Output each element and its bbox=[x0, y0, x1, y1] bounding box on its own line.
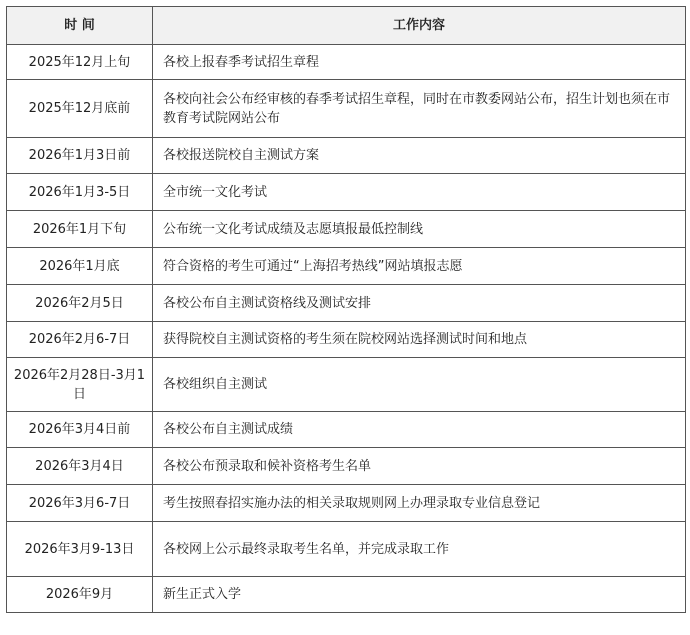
table-row bbox=[7, 412, 686, 448]
table-row bbox=[7, 522, 686, 577]
table-row bbox=[7, 577, 686, 613]
time-cell: 2026年2月28日-3月1日 bbox=[7, 358, 153, 412]
time-cell: 2025年12月底前 bbox=[7, 80, 153, 138]
content-cell: 全市统一文化考试 bbox=[153, 174, 686, 211]
content-cell: 考生按照春招实施办法的相关录取规则网上办理录取专业信息登记 bbox=[153, 485, 686, 522]
time-cell: 2026年2月5日 bbox=[7, 285, 153, 322]
content-cell: 各校网上公示最终录取考生名单，并完成录取工作 bbox=[153, 522, 686, 577]
content-cell: 各校报送院校自主测试方案 bbox=[153, 138, 686, 174]
time-cell: 2026年1月底 bbox=[7, 248, 153, 285]
time-cell: 2025年12月上旬 bbox=[7, 45, 153, 80]
content-cell: 各校公布自主测试成绩 bbox=[153, 412, 686, 448]
table-row bbox=[7, 174, 686, 211]
schedule-table-container bbox=[6, 6, 686, 613]
schedule-table bbox=[6, 6, 686, 613]
table-row bbox=[7, 322, 686, 358]
content-cell: 符合资格的考生可通过“上海招考热线”网站填报志愿 bbox=[153, 248, 686, 285]
content-cell: 各校公布预录取和候补资格考生名单 bbox=[153, 448, 686, 485]
time-cell: 2026年1月3-5日 bbox=[7, 174, 153, 211]
table-row bbox=[7, 285, 686, 322]
table-row bbox=[7, 485, 686, 522]
header-content: 工作内容 bbox=[153, 7, 686, 45]
time-cell: 2026年9月 bbox=[7, 577, 153, 613]
table-row bbox=[7, 45, 686, 80]
content-cell: 各校上报春季考试招生章程 bbox=[153, 45, 686, 80]
table-row bbox=[7, 80, 686, 138]
content-cell: 各校公布自主测试资格线及测试安排 bbox=[153, 285, 686, 322]
table-row bbox=[7, 358, 686, 412]
table-row bbox=[7, 248, 686, 285]
content-cell: 公布统一文化考试成绩及志愿填报最低控制线 bbox=[153, 211, 686, 248]
time-cell: 2026年3月4日前 bbox=[7, 412, 153, 448]
table-row bbox=[7, 138, 686, 174]
content-cell: 新生正式入学 bbox=[153, 577, 686, 613]
header-time: 时 间 bbox=[7, 7, 153, 45]
time-cell: 2026年1月3日前 bbox=[7, 138, 153, 174]
time-cell: 2026年2月6-7日 bbox=[7, 322, 153, 358]
time-cell: 2026年3月9-13日 bbox=[7, 522, 153, 577]
table-row bbox=[7, 448, 686, 485]
content-cell: 各校向社会公布经审核的春季考试招生章程，同时在市教委网站公布，招生计划也须在市教育考试院网站公布 bbox=[153, 80, 686, 138]
time-cell: 2026年1月下旬 bbox=[7, 211, 153, 248]
content-cell: 各校组织自主测试 bbox=[153, 358, 686, 412]
table-row bbox=[7, 211, 686, 248]
table-header-row bbox=[7, 7, 686, 45]
content-cell: 获得院校自主测试资格的考生须在院校网站选择测试时间和地点 bbox=[153, 322, 686, 358]
time-cell: 2026年3月4日 bbox=[7, 448, 153, 485]
time-cell: 2026年3月6-7日 bbox=[7, 485, 153, 522]
